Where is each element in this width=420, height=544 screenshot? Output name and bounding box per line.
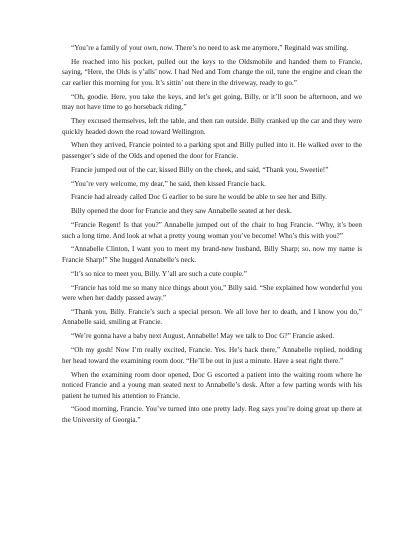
paragraph: When the examining room door opened, Doc G escorted a patient into the waiting room where he noticed Francie and a young man seated next to Annabelle’s desk. After a few parting words with his patient he turned his attention to Francie. [62,370,362,400]
paragraph: “You’re a family of your own, now. There’s no need to ask me anymore,” Reginald was smiling. [71,44,349,52]
paragraph: When they arrived, Francie pointed to a parking spot and Billy pulled into it. He walked over to the passenger’s side of the Olds and opened the door for Francie. [62,141,362,160]
paragraph: “Annabelle Clinton, I want you to meet my brand-new husband, Billy Sharp; so, now my name is Francie Sharp!” She hugged Annabelle’s neck. [62,245,362,264]
paragraph: “Oh my gosh! Now I’m really excited, Francie. Yes. He’s back there,” Annabelle replied, nodding her head toward the examining room door. “He’ll be out in just a minute. Have a seat right there.” [62,346,362,365]
paragraph: He reached into his pocket, pulled out the keys to the Oldsmobile and handed them to Francie, saying, “Here, the Olds is y’alls’ now. I had Ned and Tom change the oil, tune the engine and clean the car earlier this morning for you. It’s sittin’ out there in the driveway, ready to go.” [62,57,362,87]
paragraph: “It’s so nice to meet you, Billy. Y’all are such a cute couple.” [71,269,247,278]
paragraph: “You’re very welcome, my dear,” he said, then kissed Francie back. [71,179,266,188]
book-page [62,43,362,429]
paragraph: “Francie has told me so many nice things about you,” Billy said. “She explained how wonderful you were when her daddy passed away.” [62,283,362,303]
paragraph: Francie had already called Doc G earlier to be sure he would be able to see her and Billy. [71,193,327,202]
paragraph: They excused themselves, left the table, and then ran outside. Billy cranked up the car and they were quickly headed down the road toward Wellington. [62,117,362,136]
paragraph: Francie jumped out of the car, kissed Billy on the cheek, and said, “Thank you, Sweetie!” [71,165,329,174]
paragraph: “Good morning, Francie. You’ve turned into one pretty lady. Reg says you’re doing great up there at the University of Georgia.” [62,405,362,424]
paragraph: “Oh, goodie. Here, you take the keys, and let’s get going, Billy, or it’ll soon be afternoon, and we may not have time to go horseback riding.” [62,92,362,112]
paragraph: “We’re gonna have a baby next August, Annabelle! May we talk to Doc G?” Francie asked. [71,332,335,341]
paragraph: “Francie Regent! Is that you?” Annabelle jumped out of the chair to hug Francie. “Why, it’s been such a long time. And look at what a pretty young woman you’ve become! Who’s this with you?” [62,221,362,240]
paragraph: Billy opened the door for Francie and they saw Annabelle seated at her desk. [71,207,292,216]
paragraph: “Thank you, Billy. Francie’s such a special person. We all love her to death, and I know you do,” Annabelle said, smiling at Francie. [62,307,362,327]
